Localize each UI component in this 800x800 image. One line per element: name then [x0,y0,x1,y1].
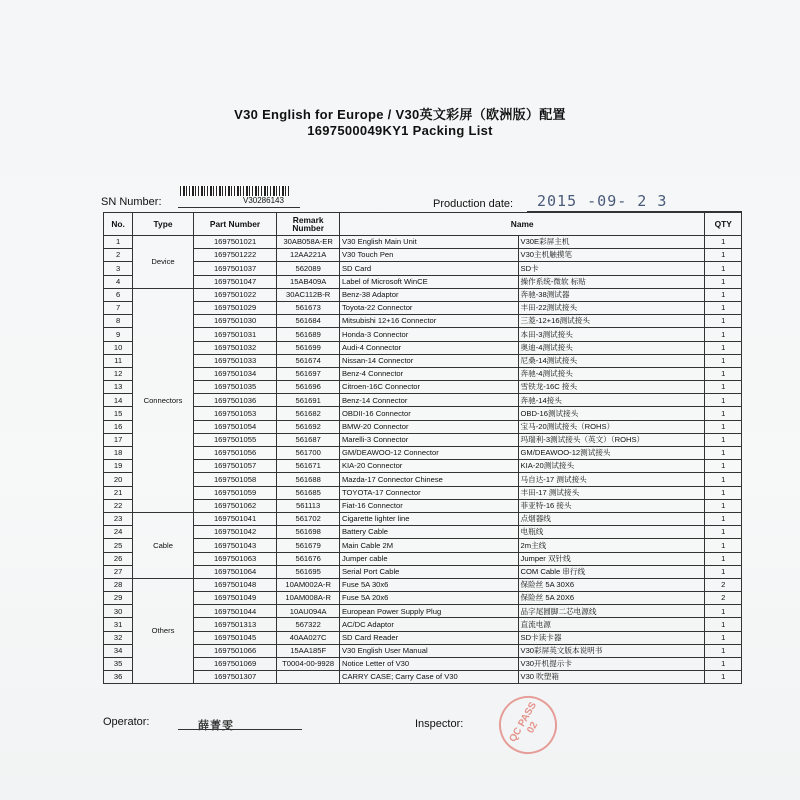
row-qty: 1 [705,381,742,394]
row-part-number: 1697501055 [193,433,277,446]
row-name-english: Marelli-3 Connector [339,433,518,446]
row-name-english: European Power Supply Plug [339,605,518,618]
row-name-english: Notice Letter of V30 [339,658,518,671]
row-part-number: 1697501054 [193,420,277,433]
row-remark-number: 561113 [277,499,340,512]
table-row [104,315,742,328]
row-name-chinese: 电瓶线 [518,526,705,539]
row-qty: 1 [705,394,742,407]
sn-underline [178,207,300,208]
row-name-chinese: COM Cable 串行线 [518,565,705,578]
row-part-number: 1697501034 [193,367,277,380]
row-remark-number: 15AB409A [277,275,340,288]
table-row [104,249,742,262]
table-row [104,262,742,275]
row-part-number: 1697501053 [193,407,277,420]
table-row [104,394,742,407]
row-qty: 1 [705,341,742,354]
row-remark-number: 10AM008A-R [277,592,340,605]
row-part-number: 1697501049 [193,592,277,605]
row-no: 10 [104,341,133,354]
row-qty: 1 [705,407,742,420]
row-name-english: Audi-4 Connector [339,341,518,354]
header-remark-number: Remark Number [277,213,340,236]
row-part-number: 1697501307 [193,671,277,684]
row-qty: 1 [705,499,742,512]
table-row [104,605,742,618]
row-part-number: 1697501044 [193,605,277,618]
row-name-english: Main Cable 2M [339,539,518,552]
operator-underline [178,729,302,730]
row-part-number: 1697501313 [193,618,277,631]
row-part-number: 1697501056 [193,447,277,460]
operator-signature: 薛菁雯 [198,720,234,732]
row-name-english: Mazda-17 Connector Chinese [339,473,518,486]
row-remark-number: 567322 [277,618,340,631]
row-name-chinese: 丰田-17 测试接头 [518,486,705,499]
row-name-english: V30 English Main Unit [339,236,518,249]
row-qty: 1 [705,539,742,552]
row-no: 30 [104,605,133,618]
row-part-number: 1697501036 [193,394,277,407]
row-remark-number: 561698 [277,526,340,539]
row-no: 21 [104,486,133,499]
row-name-chinese: V30E彩屏主机 [518,236,705,249]
row-remark-number: 561697 [277,367,340,380]
sn-number-value: V30286143 [243,196,284,205]
row-name-english: Battery Cable [339,526,518,539]
table-row [104,367,742,380]
row-remark-number: 12AA221A [277,249,340,262]
row-name-english: Honda-3 Connector [339,328,518,341]
row-remark-number: 561699 [277,341,340,354]
table-row [104,565,742,578]
row-no: 12 [104,367,133,380]
row-remark-number: 561692 [277,420,340,433]
row-name-english: Fuse 5A 20x6 [339,592,518,605]
row-part-number: 1697501066 [193,644,277,657]
row-part-number: 1697501032 [193,341,277,354]
table-row [104,407,742,420]
row-qty: 1 [705,367,742,380]
row-qty: 1 [705,658,742,671]
table-row [104,486,742,499]
row-name-chinese: 奥迪-4测试接头 [518,341,705,354]
row-name-chinese: 菲亚特-16 接头 [518,499,705,512]
row-name-chinese: 玛瑞利-3测试接头（英文）（ROHS） [518,433,705,446]
row-part-number: 1697501063 [193,552,277,565]
table-row [104,275,742,288]
row-remark-number: 15AA185F [277,644,340,657]
table-row [104,499,742,512]
row-qty: 1 [705,526,742,539]
row-no: 1 [104,236,133,249]
row-name-english: V30 English User Manual [339,644,518,657]
row-name-english: Fuse 5A 30x6 [339,578,518,591]
row-name-english: Mitsubishi 12+16 Connector [339,315,518,328]
row-name-english: Benz-4 Connector [339,367,518,380]
row-qty: 1 [705,605,742,618]
table-row [104,381,742,394]
row-remark-number: T0004-00-9928 [277,658,340,671]
row-no: 36 [104,671,133,684]
row-qty: 1 [705,631,742,644]
row-no: 27 [104,565,133,578]
row-name-chinese: V30彩屏英文版本说明书 [518,644,705,657]
row-name-english: TOYOTA-17 Connector [339,486,518,499]
row-name-chinese: 雪铁龙-16C 接头 [518,381,705,394]
table-row [104,618,742,631]
table-row [104,460,742,473]
row-name-english: Benz-14 Connector [339,394,518,407]
row-remark-number: 30AC112B-R [277,288,340,301]
row-no: 11 [104,354,133,367]
row-qty: 1 [705,552,742,565]
row-remark-number: 562089 [277,262,340,275]
row-name-english: Serial Port Cable [339,565,518,578]
row-part-number: 1697501031 [193,328,277,341]
row-type: Connectors [133,288,194,512]
row-part-number: 1697501029 [193,301,277,314]
row-name-chinese: GM/DEAWOO-12测试接头 [518,447,705,460]
row-name-english: SD Card Reader [339,631,518,644]
row-qty: 1 [705,262,742,275]
row-name-english: Cigarette lighter line [339,512,518,525]
row-remark-number: 561688 [277,473,340,486]
row-part-number: 1697501048 [193,578,277,591]
row-name-chinese: 点烟器线 [518,512,705,525]
row-qty: 1 [705,249,742,262]
row-part-number: 1697501042 [193,526,277,539]
row-name-chinese: SD卡读卡器 [518,631,705,644]
table-row [104,288,742,301]
row-name-chinese: 宝马-20测试接头（ROHS） [518,420,705,433]
row-name-chinese: 尼桑-14测试接头 [518,354,705,367]
row-name-chinese: V30开机提示卡 [518,658,705,671]
row-qty: 1 [705,460,742,473]
header-type: Type [133,213,194,236]
row-part-number: 1697501037 [193,262,277,275]
row-no: 22 [104,499,133,512]
row-name-chinese: 保险丝 5A 30X6 [518,578,705,591]
row-name-chinese: 本田-3测试接头 [518,328,705,341]
document-subtitle: 1697500049KY1 Packing List [307,123,493,138]
row-part-number: 1697501033 [193,354,277,367]
table-row [104,236,742,249]
row-name-chinese: 直流电源 [518,618,705,631]
row-qty: 1 [705,301,742,314]
row-qty: 1 [705,565,742,578]
table-row [104,447,742,460]
row-name-english: Citroen-16C Connector [339,381,518,394]
row-part-number: 1697501064 [193,565,277,578]
row-name-english: Jumper cable [339,552,518,565]
document-title: V30 English for Europe / V30英文彩屏（欧洲版）配置 [234,107,566,122]
row-name-chinese: 操作系统-微软 标贴 [518,275,705,288]
barcode-image [180,186,290,196]
row-part-number: 1697501021 [193,236,277,249]
row-no: 29 [104,592,133,605]
header-name: Name [339,213,704,236]
row-qty: 1 [705,328,742,341]
row-name-chinese: 奔驰-4测试接头 [518,367,705,380]
row-remark-number: 561679 [277,539,340,552]
row-qty: 1 [705,315,742,328]
row-no: 19 [104,460,133,473]
row-name-english: Nissan-14 Connector [339,354,518,367]
row-name-english: KIA-20 Connector [339,460,518,473]
row-name-english: AC/DC Adaptor [339,618,518,631]
table-row [104,578,742,591]
row-no: 31 [104,618,133,631]
row-qty: 1 [705,288,742,301]
table-row [104,433,742,446]
row-qty: 1 [705,447,742,460]
row-part-number: 1697501043 [193,539,277,552]
row-no: 8 [104,315,133,328]
table-row [104,539,742,552]
row-remark-number: 561674 [277,354,340,367]
operator-label: Operator: [103,716,150,728]
row-qty: 1 [705,420,742,433]
row-qty: 2 [705,578,742,591]
row-remark-number: 561684 [277,315,340,328]
table-row [104,644,742,657]
row-no: 6 [104,288,133,301]
table-row [104,671,742,684]
row-remark-number: 561671 [277,460,340,473]
row-remark-number: 561700 [277,447,340,460]
table-row [104,301,742,314]
row-qty: 1 [705,236,742,249]
row-qty: 1 [705,618,742,631]
row-no: 25 [104,539,133,552]
row-qty: 1 [705,275,742,288]
row-remark-number: 561673 [277,301,340,314]
row-type: Device [133,236,194,289]
row-part-number: 1697501022 [193,288,277,301]
table-row [104,552,742,565]
row-type: Cable [133,512,194,578]
row-qty: 1 [705,473,742,486]
row-name-english: Label of Microsoft WinCE [339,275,518,288]
row-part-number: 1697501045 [193,631,277,644]
row-name-english: Benz-38 Adaptor [339,288,518,301]
table-row [104,473,742,486]
table-row [104,526,742,539]
row-part-number: 1697501041 [193,512,277,525]
row-qty: 1 [705,354,742,367]
row-no: 26 [104,552,133,565]
row-part-number: 1697501222 [193,249,277,262]
row-name-english: SD Card [339,262,518,275]
table-row [104,420,742,433]
row-qty: 1 [705,671,742,684]
row-no: 35 [104,658,133,671]
table-header-row [104,213,742,236]
row-no: 24 [104,526,133,539]
row-no: 23 [104,512,133,525]
header-no: No. [104,213,133,236]
table-row [104,631,742,644]
row-no: 14 [104,394,133,407]
row-part-number: 1697501062 [193,499,277,512]
row-remark-number: 30AB058A-ER [277,236,340,249]
row-name-chinese: 保险丝 5A 20X6 [518,592,705,605]
row-no: 3 [104,262,133,275]
production-date-label: Production date: [433,198,514,210]
row-remark-number: 561685 [277,486,340,499]
row-name-chinese: V30主机触摸笔 [518,249,705,262]
row-remark-number: 561695 [277,565,340,578]
row-no: 34 [104,644,133,657]
row-name-chinese: SD卡 [518,262,705,275]
row-name-english: CARRY CASE; Carry Case of V30 [339,671,518,684]
row-name-english: GM/DEAWOO-12 Connector [339,447,518,460]
row-remark-number: 561702 [277,512,340,525]
row-name-chinese: 品字尾圆脚二芯电源线 [518,605,705,618]
row-name-chinese: 丰田-22测试接头 [518,301,705,314]
row-no: 32 [104,631,133,644]
row-no: 13 [104,381,133,394]
inspector-label: Inspector: [415,718,464,730]
row-no: 4 [104,275,133,288]
row-remark-number: 561676 [277,552,340,565]
table-row [104,354,742,367]
row-name-chinese: 奔驰-38测试器 [518,288,705,301]
row-type: Others [133,578,194,684]
row-name-english: Toyota-22 Connector [339,301,518,314]
row-no: 17 [104,433,133,446]
row-remark-number: 561687 [277,433,340,446]
row-qty: 1 [705,644,742,657]
row-no: 16 [104,420,133,433]
row-remark-number: 40AA027C [277,631,340,644]
row-name-chinese: 2m主线 [518,539,705,552]
production-date-value: 2015 -09- 2 3 [537,192,668,210]
row-name-chinese: V30 吹塑箱 [518,671,705,684]
header-qty: QTY [705,213,742,236]
row-part-number: 1697501047 [193,275,277,288]
row-no: 2 [104,249,133,262]
row-name-english: Fiat-16 Connector [339,499,518,512]
row-part-number: 1697501057 [193,460,277,473]
row-remark-number: 561682 [277,407,340,420]
row-no: 9 [104,328,133,341]
row-qty: 2 [705,592,742,605]
table-row [104,341,742,354]
packing-list-table [103,212,742,684]
row-no: 7 [104,301,133,314]
row-qty: 1 [705,433,742,446]
table-row [104,512,742,525]
row-qty: 1 [705,486,742,499]
row-name-chinese: 三菱-12+16测试接头 [518,315,705,328]
row-part-number: 1697501035 [193,381,277,394]
row-part-number: 1697501059 [193,486,277,499]
row-name-chinese: Jumper 双针线 [518,552,705,565]
header-part-number: Part Number [193,213,277,236]
row-remark-number [277,671,340,684]
row-no: 15 [104,407,133,420]
row-name-chinese: 奔驰-14接头 [518,394,705,407]
row-no: 20 [104,473,133,486]
table-row [104,658,742,671]
row-name-english: OBDII-16 Connector [339,407,518,420]
row-qty: 1 [705,512,742,525]
row-no: 28 [104,578,133,591]
table-row [104,328,742,341]
sn-number-label: SN Number: [101,196,162,208]
row-name-chinese: 马自达-17 测试接头 [518,473,705,486]
row-name-english: BMW-20 Connector [339,420,518,433]
qc-pass-stamp: QC PASS 02 [488,685,567,764]
row-remark-number: 561689 [277,328,340,341]
row-no: 18 [104,447,133,460]
table-row [104,592,742,605]
row-remark-number: 561696 [277,381,340,394]
row-remark-number: 10AU094A [277,605,340,618]
row-part-number: 1697501058 [193,473,277,486]
row-remark-number: 561691 [277,394,340,407]
row-remark-number: 10AM002A-R [277,578,340,591]
row-name-chinese: OBD-16测试接头 [518,407,705,420]
row-name-chinese: KIA-20测试接头 [518,460,705,473]
row-part-number: 1697501030 [193,315,277,328]
row-part-number: 1697501069 [193,658,277,671]
row-name-english: V30 Touch Pen [339,249,518,262]
